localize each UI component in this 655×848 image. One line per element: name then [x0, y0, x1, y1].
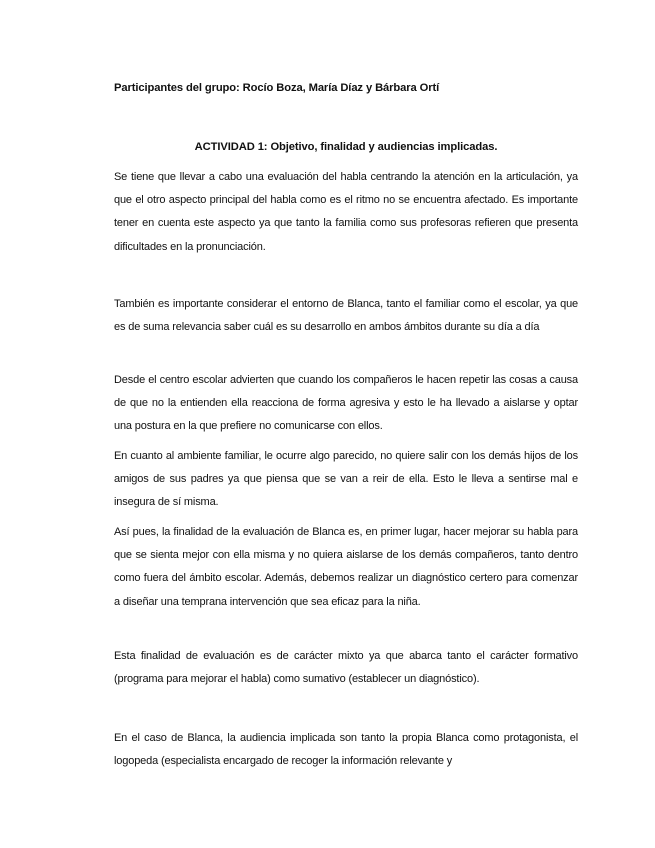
activity-title: ACTIVIDAD 1: Objetivo, finalidad y audiencias implicadas. — [194, 141, 498, 153]
paragraph-audience: En el caso de Blanca, la audiencia implicada son tanto la propia Blanca como protagonista, el logopeda (especialista encargado de recoger la información relevante y — [114, 732, 578, 768]
paragraph-school: Desde el centro escolar advierten que cuando los compañeros le hacen repetir las cosas a causa de que no la entienden ella reacciona de forma agresiva y esto le ha llevado a aislarse y optar una postura en la que prefiere no comunicarse con ellos. — [114, 374, 578, 433]
paragraph-evaluation-speech: Se tiene que llevar a cabo una evaluación del habla centrando la atención en la articulación, ya que el otro aspecto principal del habla como es el ritmo no se encuentra afectado. Es importante tener en cuenta este aspecto ya que tanto la familia como sus profesoras refieren que presenta dificultades en la pronunciación. — [114, 171, 578, 253]
paragraph-family: En cuanto al ambiente familiar, le ocurre algo parecido, no quiere salir con los demás hijos de los amigos de sus padres ya que piensa que se van a reir de ella. Esto le lleva a sentirse mal e insegura de sí misma. — [114, 450, 578, 509]
participants-heading: Participantes del grupo: Rocío Boza, María Díaz y Bárbara Ortí — [114, 82, 440, 94]
paragraph-character: Esta finalidad de evaluación es de carácter mixto ya que abarca tanto el carácter formativo (programa para mejorar el habla) como sumativo (establecer un diagnóstico). — [114, 650, 578, 686]
paragraph-purpose: Así pues, la finalidad de la evaluación de Blanca es, en primer lugar, hacer mejorar su habla para que se sienta mejor con ella misma y no quiera aislarse de los demás compañeros, tanto dentro como fuera del ámbito escolar. Además, debemos realizar un diagnóstico certero para comenzar a diseñar una temprana intervención que sea eficaz para la niña. — [114, 526, 578, 608]
paragraph-environment: También es importante considerar el entorno de Blanca, tanto el familiar como el escolar, ya que es de suma relevancia saber cuál es su desarrollo en ambos ámbitos durante su día a día — [114, 298, 578, 334]
